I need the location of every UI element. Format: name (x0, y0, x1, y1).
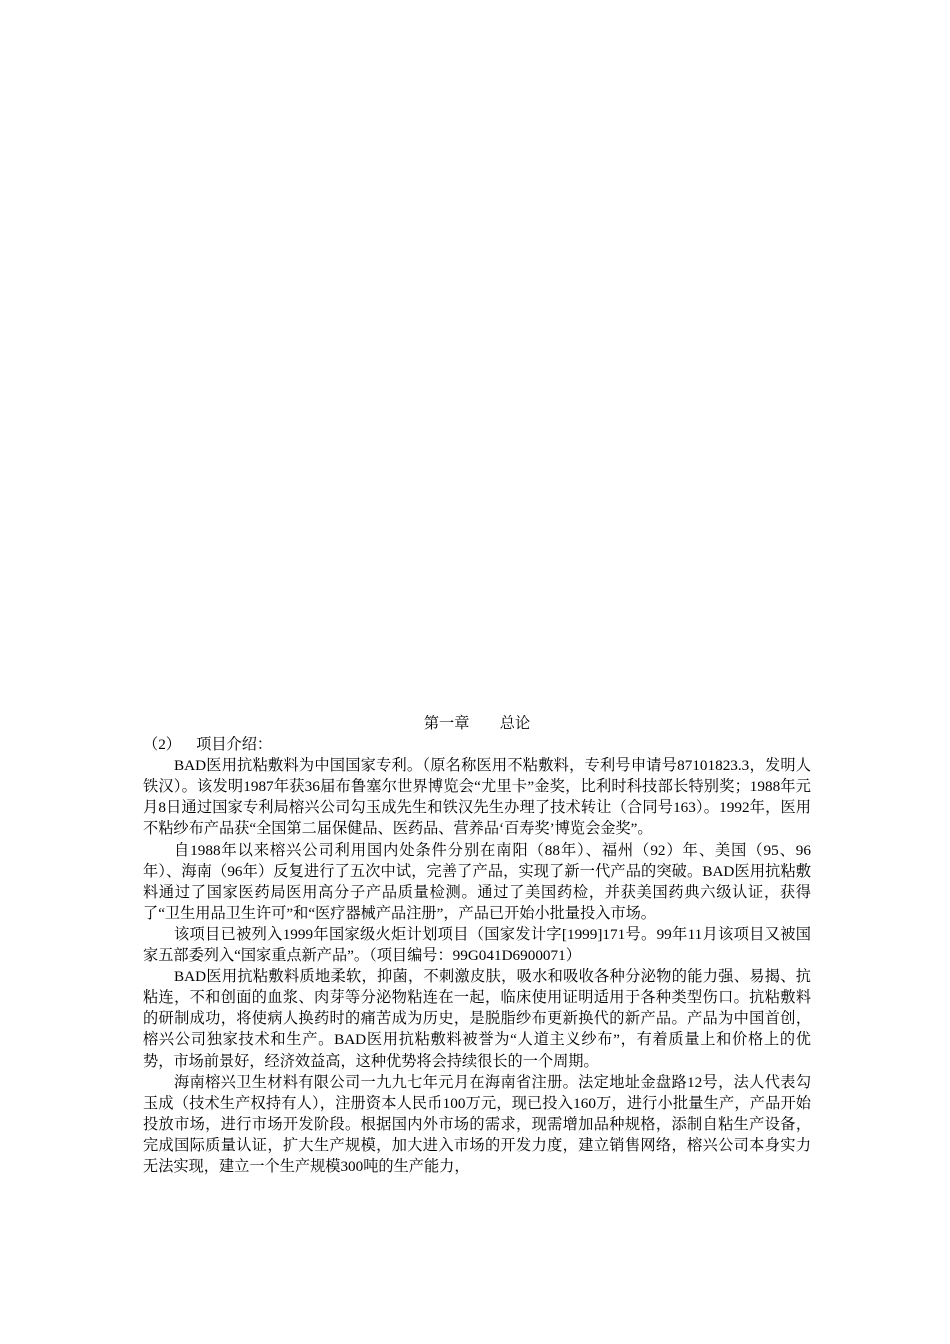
paragraph-torch-plan: 该项目已被列入1999年国家级火炬计划项目（国家发计字[1999]171号。99年11月该项目又被国家五部委列入“国家重点新产品”。（项目编号：99G041D6900071） (143, 925, 811, 965)
paragraph-patent: BAD医用抗粘敷料为中国国家专利。（原名称医用不粘敷料，专利号申请号87101823.3，发明人铁汉）。该发明1987年获36届布鲁塞尔世界博览会“尤里卡”金奖，比利时科技部长特别奖；1988年元月8日通过国家专利局榕兴公司勾玉成先生和铁汉先生办理了技术转让（合同号163）。1992年，医用不粘纱布产品获“全国第二届保健品、医药品、营养品‘百寿奖’博览会金奖”。 (143, 757, 811, 838)
paragraph-company: 海南榕兴卫生材料有限公司一九九七年元月在海南省注册。法定地址金盘路12号，法人代表勾玉成（技术生产权持有人），注册资本人民币100万元，现已投入160万，进行小批量生产，产品开始投放市场，进行市场开发阶段。根据国内外市场的需求，现需增加品种规格，添制自粘生产设备，完成国际质量认证，扩大生产规模，加大进入市场的开发力度，建立销售网络，榕兴公司本身实力无法实现，建立一个生产规模300吨的生产能力， (143, 1073, 811, 1175)
chapter-title: 第一章 总论 (423, 715, 531, 732)
paragraph-trials: 自1988年以来榕兴公司利用国内处条件分别在南阳（88年）、福州（92）年、美国（95、96年）、海南（96年）反复进行了五次中试，完善了产品，实现了新一代产品的突破。BAD医用抗粘敷料通过了国家医药局医用高分子产品质量检测。通过了美国药检，并获美国药典六级认证，获得了“卫生用品卫生许可”和“医疗器械产品注册”，产品已开始小批量投入市场。 (143, 841, 811, 922)
paragraph-product-features: BAD医用抗粘敷料质地柔软，抑菌，不刺激皮肤，吸水和吸收各种分泌物的能力强、易揭、抗粘连，不和创面的血浆、肉芽等分泌物粘连在一起，临床使用证明适用于各种类型伤口。抗粘敷料的研制成功，将使病人换药时的痛苦成为历史，是脱脂纱布更新换代的新产品。产品为中国首创，榕兴公司独家技术和生产。BAD医用抗粘敷料被誉为“人道主义纱布”，有着质量上和价格上的优势，市场前景好，经济效益高，这种优势将会持续很长的一个周期。 (143, 968, 811, 1070)
document-body (143, 713, 811, 1177)
section-heading: （2） 项目介绍： (143, 736, 273, 754)
